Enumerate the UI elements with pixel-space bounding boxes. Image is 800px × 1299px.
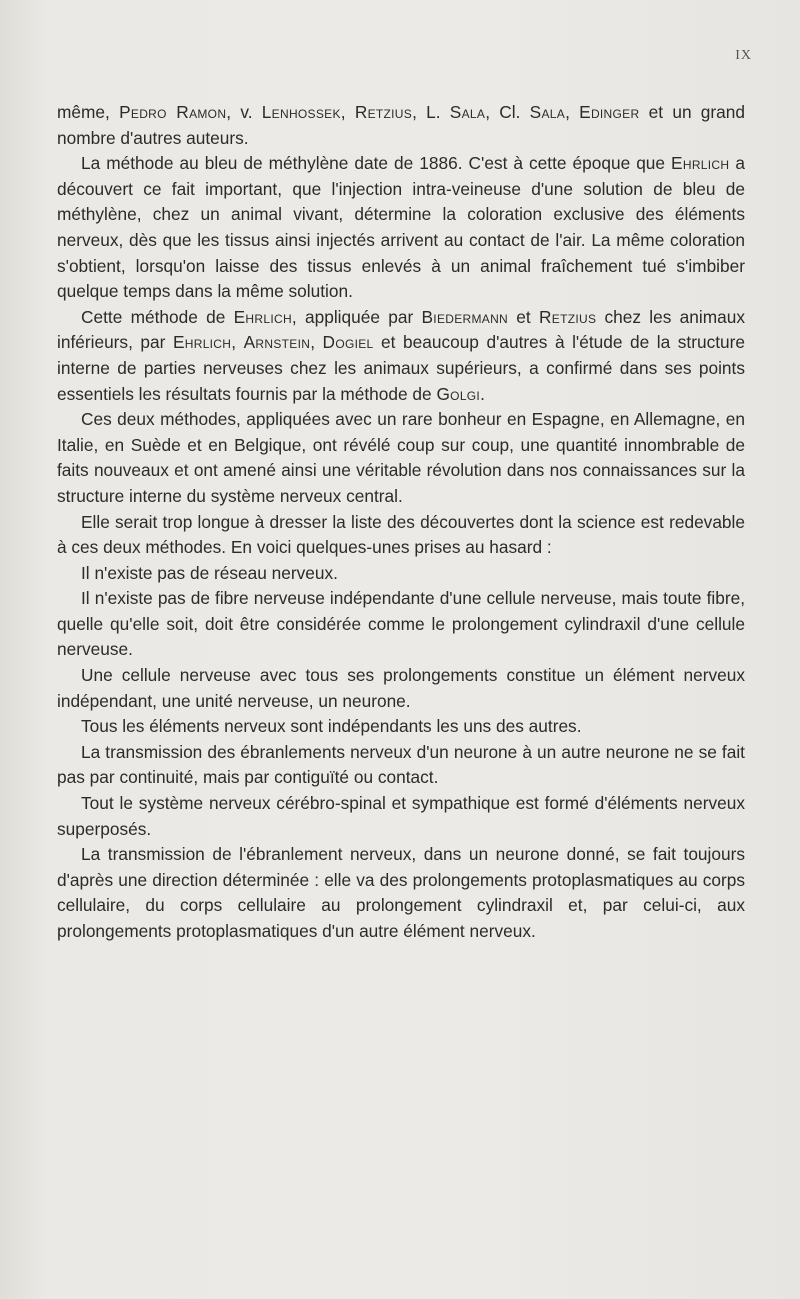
author-name: Ehrlich xyxy=(233,306,292,327)
paragraph xyxy=(57,842,745,944)
paragraph xyxy=(57,407,745,509)
author-name: Ehrlich xyxy=(172,332,232,353)
text-run: chez les animaux inférieurs, par xyxy=(57,306,745,353)
author-name: Biedermann xyxy=(421,306,509,327)
text-run: , Cl. xyxy=(485,102,530,122)
text-run: Ces deux méthodes, appliquées avec un rare bonheur en Espagne, en Allemagne, en Italie, en Suède et en Belgique, ont révélé coup sur coup, une quantité innombrable de faits nouveaux et ont amené ainsi une véritable révolution dans nos connaissances sur la structure interne du système nerveux central. xyxy=(57,409,745,506)
text-run: , v. xyxy=(226,102,262,122)
text-run: Tous les éléments nerveux sont indépendants les uns des autres. xyxy=(81,716,582,737)
author-name: Sala xyxy=(449,102,486,122)
author-name: Lenhossek xyxy=(261,102,341,122)
text-run: et un grand nombre d'autres auteurs. xyxy=(57,102,745,148)
text-run: Il n'existe pas de fibre nerveuse indépendante d'une cellule nerveuse, mais toute fibre, quelle qu'elle soit, doit être considérée comme le prolongement cylindraxil d'une cellule nerveuse. xyxy=(57,588,745,660)
paragraph xyxy=(57,305,745,407)
text-run: Cette méthode de xyxy=(81,306,234,327)
author-name: Retzius xyxy=(354,102,413,122)
paragraph xyxy=(57,791,745,842)
author-name: Dogiel xyxy=(322,332,374,353)
author-name: Edinger xyxy=(579,102,640,122)
paragraph xyxy=(57,586,745,663)
paragraph xyxy=(57,714,745,740)
text-run: Elle serait trop longue à dresser la liste des découvertes dont la science est redevable à ces deux méthodes. En voici quelques-unes prises au hasard : xyxy=(57,511,745,558)
text-run: . xyxy=(480,383,485,404)
text-run: La transmission de l'ébranlement nerveux, dans un neurone donné, se fait toujours d'après une direction déterminée : elle va des prolongements protoplasmatiques au corps cellulaire, du corps cellulaire au prolongement cylindraxil et, par celui-ci, aux prolongements protoplasmatiques d'un autre élément nerveux. xyxy=(57,844,745,941)
text-run: Une cellule nerveuse avec tous ses prolongements constitue un élément nerveux indépendant, une unité nerveuse, un neurone. xyxy=(57,665,745,711)
text-run: Tout le système nerveux cérébro-spinal et sympathique est formé d'éléments nerveux superposés. xyxy=(57,793,745,839)
text-run: La transmission des ébranlements nerveux d'un neurone à un autre neurone ne se fait pas par continuité, mais par contiguïté ou contact. xyxy=(57,741,745,788)
paragraph xyxy=(57,510,745,561)
text-run: Il n'existe pas de réseau nerveux. xyxy=(81,562,338,583)
text-run: et xyxy=(508,306,539,327)
text-run: même, xyxy=(57,102,120,122)
text-run: , xyxy=(565,102,580,122)
page-number: IX xyxy=(735,48,752,63)
paragraph xyxy=(57,100,745,151)
author-name: Ehrlich xyxy=(671,153,730,174)
text-run: , L. xyxy=(412,102,450,122)
paragraph xyxy=(57,561,745,587)
paragraph xyxy=(57,663,745,714)
text-run: et beaucoup d'autres à l'étude de la structure interne de parties nerveuses chez les animaux supérieurs, a confirmé dans ses points essentiels les résultats fournis par la méthode de xyxy=(57,332,745,404)
paragraph xyxy=(57,740,745,791)
text-run: , appliquée par xyxy=(291,306,422,327)
author-name: Arnstein xyxy=(243,332,311,353)
author-name: Retzius xyxy=(539,306,597,327)
paragraph xyxy=(57,151,745,305)
text-run: a découvert ce fait important, que l'injection intra-veineuse d'une solution de bleu de méthylène, chez un animal vivant, détermine la coloration exclusive des éléments nerveux, dès que les tissus ainsi injectés arrivent au contact de l'air. La même coloration s'obtient, lorsqu'on laisse des tissus enlevés à un animal fraîchement tué s'imbiber quelque temps dans la même solution. xyxy=(57,153,745,302)
text-run: , xyxy=(340,102,355,122)
body-text xyxy=(57,100,745,945)
text-run: , xyxy=(231,332,244,353)
text-run: La méthode au bleu de méthylène date de 1886. C'est à cette époque que xyxy=(81,153,672,174)
author-name: Pedro Ramon xyxy=(119,102,227,122)
author-name: Golgi xyxy=(436,383,481,404)
text-run: , xyxy=(310,332,323,353)
author-name: Sala xyxy=(529,102,566,122)
